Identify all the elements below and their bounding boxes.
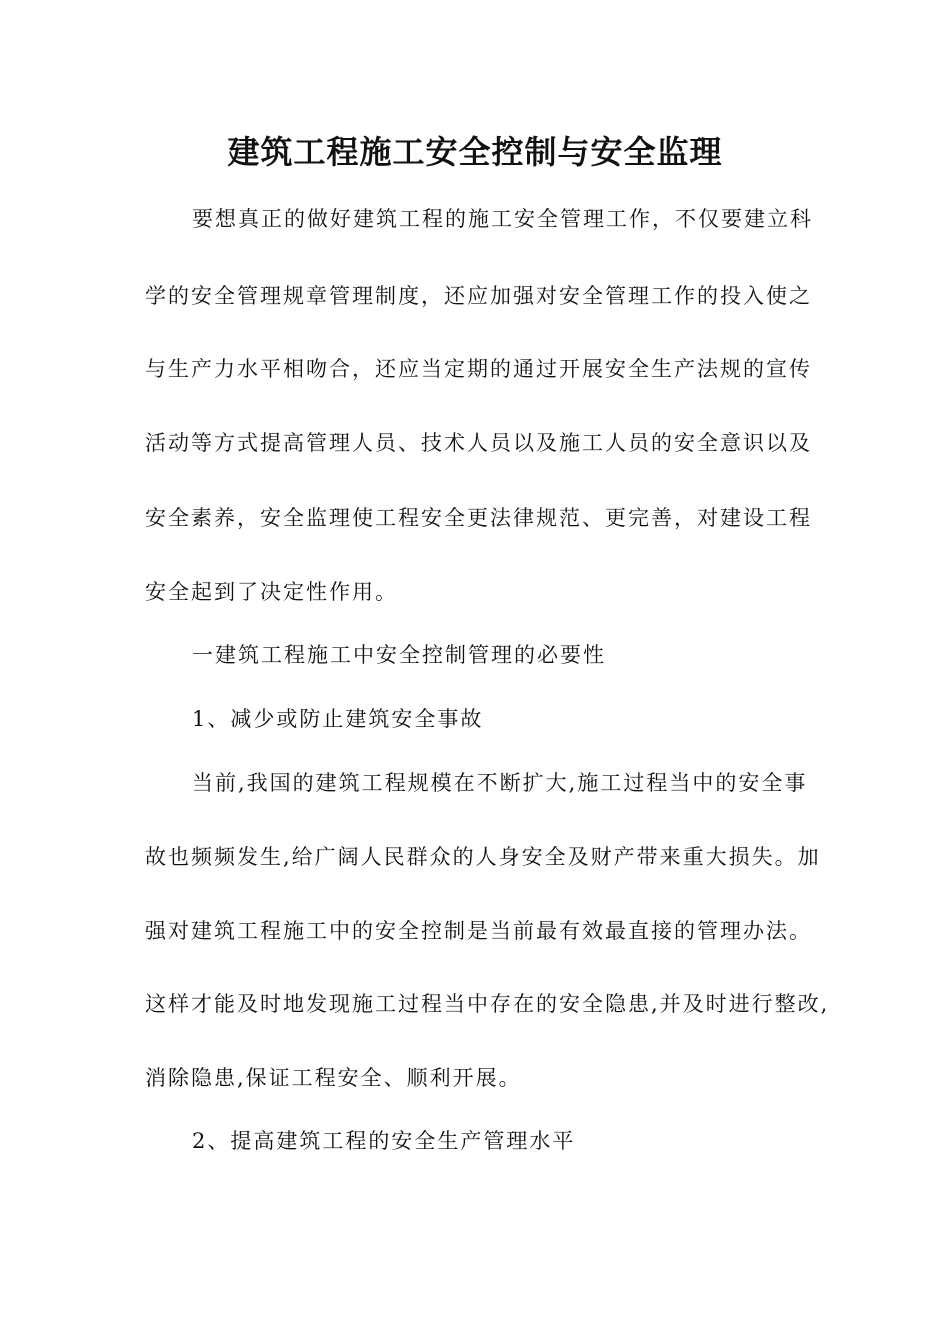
paragraph-line: 消除隐患,保证工程安全、顺利开展。 [145,1066,522,1090]
paragraph-line: 这样才能及时地发现施工过程当中存在的安全隐患,并及时进行整改, [145,992,830,1016]
paragraph-line: 与生产力水平相吻合，还应当定期的通过开展安全生产法规的宣传 [145,357,812,381]
paragraph-line: 安全起到了决定性作用。 [145,580,398,604]
subsection-heading: 1、减少或防止建筑安全事故 [192,707,484,731]
paragraph-line: 要想真正的做好建筑工程的施工安全管理工作，不仅要建立科 [192,207,813,231]
section-heading: 一建筑工程施工中安全控制管理的必要性 [192,643,606,667]
paragraph-line: 活动等方式提高管理人员、技术人员以及施工人员的安全意识以及 [145,431,812,455]
document-title: 建筑工程施工安全控制与安全监理 [227,133,723,171]
paragraph-line: 强对建筑工程施工中的安全控制是当前最有效最直接的管理办法。 [145,919,812,943]
paragraph-line: 安全素养，安全监理使工程安全更法律规范、更完善，对建设工程 [145,506,812,530]
paragraph-line: 学的安全管理规章管理制度，还应加强对安全管理工作的投入使之 [145,284,812,308]
paragraph-line: 故也频频发生,给广阔人民群众的人身安全及财产带来重大损失。加 [145,845,821,869]
subsection-heading: 2、提高建筑工程的安全生产管理水平 [192,1129,576,1153]
paragraph-line: 当前,我国的建筑工程规模在不断扩大,施工过程当中的安全事 [192,771,808,795]
